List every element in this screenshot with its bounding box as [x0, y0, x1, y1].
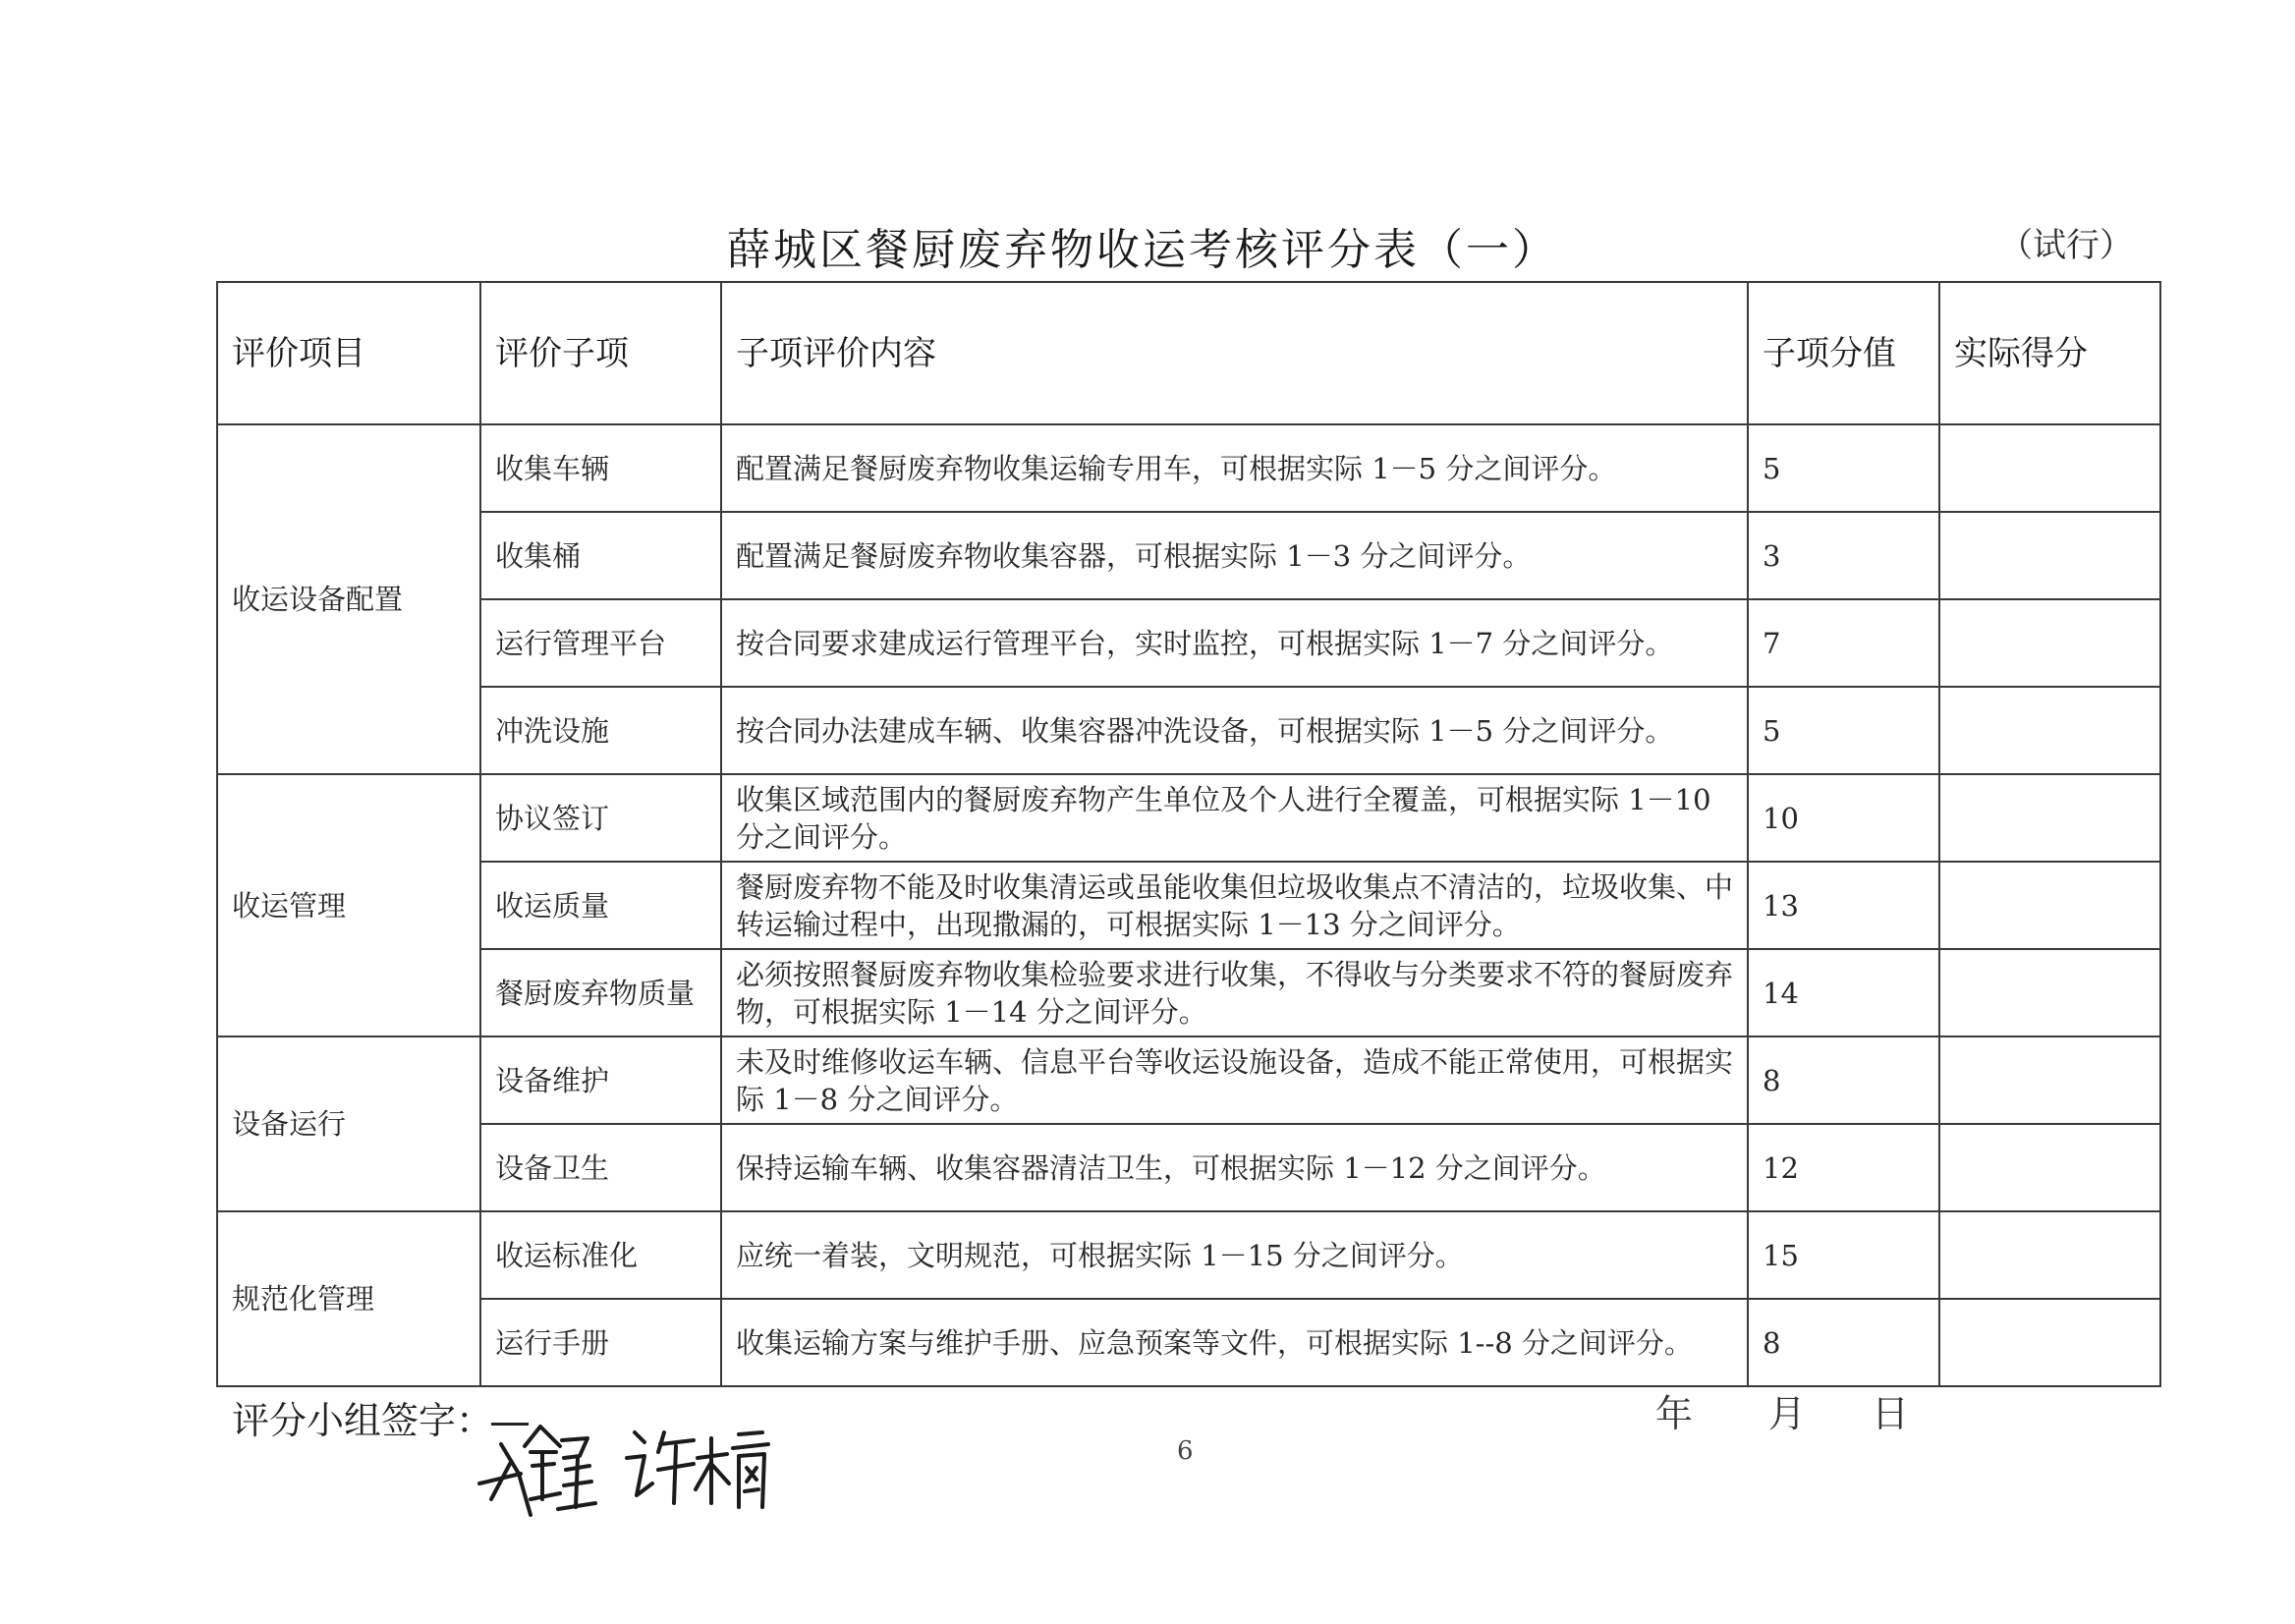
header-content: 子项评价内容 — [721, 282, 1748, 424]
points-cell: 8 — [1748, 1036, 1939, 1124]
content-cell: 餐厨废弃物不能及时收集清运或虽能收集但垃圾收集点不清洁的，垃圾收集、中转运输过程中，出现撒漏的，可根据实际 1－13 分之间评分。 — [721, 862, 1748, 949]
points-cell: 5 — [1748, 424, 1939, 512]
content-cell: 配置满足餐厨废弃物收集运输专用车，可根据实际 1－5 分之间评分。 — [721, 424, 1748, 512]
signature-label: 评分小组签字： — [232, 1399, 494, 1442]
subitem-cell: 运行手册 — [480, 1299, 721, 1386]
subitem-cell: 收集车辆 — [480, 424, 721, 512]
content-cell: 未及时维修收运车辆、信息平台等收运设施设备，造成不能正常使用，可根据实际 1－8 分之间评分。 — [721, 1036, 1748, 1124]
actual-score-cell[interactable] — [1939, 949, 2160, 1036]
category-cell: 收运管理 — [217, 774, 480, 1036]
points-cell: 13 — [1748, 862, 1939, 949]
table-row — [217, 949, 2160, 1036]
table-header-row — [217, 282, 2160, 424]
table-row — [217, 1036, 2160, 1124]
date-year: 年 — [1655, 1392, 1694, 1435]
subitem-cell: 设备维护 — [480, 1036, 721, 1124]
points-cell: 15 — [1748, 1211, 1939, 1299]
points-cell: 5 — [1748, 687, 1939, 774]
points-cell: 14 — [1748, 949, 1939, 1036]
actual-score-cell[interactable] — [1939, 424, 2160, 512]
content-cell: 保持运输车辆、收集容器清洁卫生，可根据实际 1－12 分之间评分。 — [721, 1124, 1748, 1211]
table-row — [217, 687, 2160, 774]
table-row — [217, 512, 2160, 599]
actual-score-cell[interactable] — [1939, 1211, 2160, 1299]
content-cell: 按合同要求建成运行管理平台，实时监控，可根据实际 1－7 分之间评分。 — [721, 599, 1748, 687]
table-row — [217, 1211, 2160, 1299]
table-row — [217, 862, 2160, 949]
content-cell: 收集区域范围内的餐厨废弃物产生单位及个人进行全覆盖，可根据实际 1－10 分之间评分。 — [721, 774, 1748, 862]
table-row — [217, 599, 2160, 687]
content-cell: 必须按照餐厨废弃物收集检验要求进行收集，不得收与分类要求不符的餐厨废弃物，可根据实际 1－14 分之间评分。 — [721, 949, 1748, 1036]
subitem-cell: 运行管理平台 — [480, 599, 721, 687]
trial-note: （试行） — [1999, 226, 2133, 265]
points-cell: 8 — [1748, 1299, 1939, 1386]
subitem-cell: 设备卫生 — [480, 1124, 721, 1211]
actual-score-cell[interactable] — [1939, 512, 2160, 599]
actual-score-cell[interactable] — [1939, 687, 2160, 774]
table-row — [217, 774, 2160, 862]
points-cell: 10 — [1748, 774, 1939, 862]
date-month: 月 — [1768, 1392, 1807, 1435]
subitem-cell: 收集桶 — [480, 512, 721, 599]
header-actual: 实际得分 — [1939, 282, 2160, 424]
subitem-cell: 收运标准化 — [480, 1211, 721, 1299]
subitem-cell: 收运质量 — [480, 862, 721, 949]
actual-score-cell[interactable] — [1939, 1299, 2160, 1386]
content-cell: 收集运输方案与维护手册、应急预案等文件，可根据实际 1--8 分之间评分。 — [721, 1299, 1748, 1386]
subitem-cell: 餐厨废弃物质量 — [480, 949, 721, 1036]
category-cell: 规范化管理 — [217, 1211, 480, 1386]
category-cell: 收运设备配置 — [217, 424, 480, 774]
actual-score-cell[interactable] — [1939, 1124, 2160, 1211]
header-points: 子项分值 — [1748, 282, 1939, 424]
content-cell: 按合同办法建成车辆、收集容器冲洗设备，可根据实际 1－5 分之间评分。 — [721, 687, 1748, 774]
page-number: 6 — [1177, 1436, 1194, 1466]
subitem-cell: 冲洗设施 — [480, 687, 721, 774]
actual-score-cell[interactable] — [1939, 599, 2160, 687]
form-title: 薛城区餐厨废弃物收运考核评分表（一） — [727, 225, 1558, 275]
points-cell: 7 — [1748, 599, 1939, 687]
content-cell: 应统一着装，文明规范，可根据实际 1－15 分之间评分。 — [721, 1211, 1748, 1299]
table-row — [217, 1299, 2160, 1386]
actual-score-cell[interactable] — [1939, 862, 2160, 949]
subitem-cell: 协议签订 — [480, 774, 721, 862]
actual-score-cell[interactable] — [1939, 774, 2160, 862]
score-table — [216, 281, 2161, 1387]
content-cell: 配置满足餐厨废弃物收集容器，可根据实际 1－3 分之间评分。 — [721, 512, 1748, 599]
actual-score-cell[interactable] — [1939, 1036, 2160, 1124]
points-cell: 12 — [1748, 1124, 1939, 1211]
header-subitem: 评价子项 — [480, 282, 721, 424]
table-row — [217, 1124, 2160, 1211]
points-cell: 3 — [1748, 512, 1939, 599]
handwritten-signature — [462, 1405, 914, 1523]
table-row — [217, 424, 2160, 512]
date-day: 日 — [1872, 1392, 1910, 1435]
header-category: 评价项目 — [217, 282, 480, 424]
category-cell: 设备运行 — [217, 1036, 480, 1211]
